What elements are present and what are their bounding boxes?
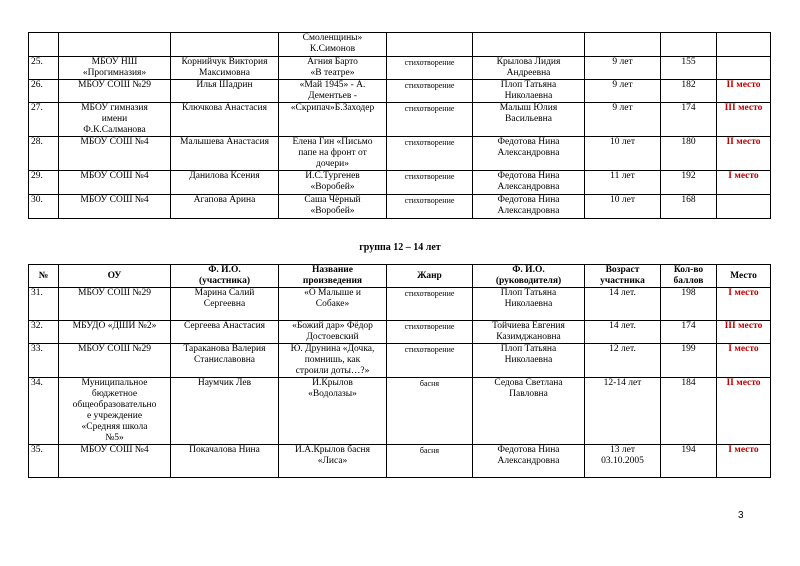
cell-teacher: Федотова Нина Александровна bbox=[473, 445, 585, 478]
cell-school: МБОУ гимназия имени Ф.К.Салманова bbox=[59, 103, 171, 137]
cell-score: 192 bbox=[661, 171, 717, 195]
cell-teacher: Тойчиева Евгения Казимджановна bbox=[473, 321, 585, 344]
cell-no: 27. bbox=[29, 103, 59, 137]
cell-work: Ю. Друнина «Дочка, помнишь, как строили доты…?» bbox=[279, 344, 387, 378]
cell-participant: Ключкова Анастасия bbox=[171, 103, 279, 137]
cell-genre: стихотворение bbox=[387, 80, 473, 103]
cell-place: II место bbox=[717, 137, 771, 171]
header-score: Кол-во баллов bbox=[661, 265, 717, 288]
header-participant: Ф. И.О. (участника) bbox=[171, 265, 279, 288]
cell-work: Агния Барто «В театре» bbox=[279, 57, 387, 80]
cell-teacher: Малыш Юлия Васильевна bbox=[473, 103, 585, 137]
table-row bbox=[29, 33, 771, 57]
cell-participant: Сергеева Анастасия bbox=[171, 321, 279, 344]
cell-no bbox=[29, 33, 59, 57]
cell-teacher: Плоп Татьяна Николаевна bbox=[473, 288, 585, 321]
cell-no: 31. bbox=[29, 288, 59, 321]
cell-score: 180 bbox=[661, 137, 717, 171]
cell-score: 182 bbox=[661, 80, 717, 103]
cell-school bbox=[59, 33, 171, 57]
cell-school: Муниципальное бюджетное общеобразовательно е учреждение «Средняя школа №5» bbox=[59, 378, 171, 445]
cell-genre: стихотворение bbox=[387, 103, 473, 137]
cell-teacher: Федотова Нина Александровна bbox=[473, 195, 585, 219]
cell-school: МБОУ СОШ №4 bbox=[59, 137, 171, 171]
cell-genre: стихотворение bbox=[387, 344, 473, 378]
cell-genre: басня bbox=[387, 445, 473, 478]
cell-age: 14 лет. bbox=[585, 321, 661, 344]
table-row bbox=[29, 378, 771, 445]
cell-work: И.Крылов «Водолазы» bbox=[279, 378, 387, 445]
cell-school: МБОУ СОШ №29 bbox=[59, 344, 171, 378]
cell-no: 30. bbox=[29, 195, 59, 219]
cell-age: 13 лет 03.10.2005 bbox=[585, 445, 661, 478]
header-work: Название произведения bbox=[279, 265, 387, 288]
cell-place: I место bbox=[717, 171, 771, 195]
cell-school: МБОУ СОШ №29 bbox=[59, 288, 171, 321]
cell-genre: стихотворение bbox=[387, 195, 473, 219]
participants-table-2 bbox=[28, 264, 771, 478]
header-no: № bbox=[29, 265, 59, 288]
cell-place bbox=[717, 57, 771, 80]
cell-no: 25. bbox=[29, 57, 59, 80]
cell-score: 184 bbox=[661, 378, 717, 445]
cell-age: 9 лет bbox=[585, 57, 661, 80]
cell-place: I место bbox=[717, 344, 771, 378]
cell-participant: Тараканова Валерия Станиславовна bbox=[171, 344, 279, 378]
cell-place bbox=[717, 195, 771, 219]
cell-work: И.А.Крылов басня «Лиса» bbox=[279, 445, 387, 478]
cell-place: II место bbox=[717, 80, 771, 103]
cell-teacher: Седова Светлана Павловна bbox=[473, 378, 585, 445]
cell-participant: Марина Салий Сергеевна bbox=[171, 288, 279, 321]
cell-score: 155 bbox=[661, 57, 717, 80]
header-genre: Жанр bbox=[387, 265, 473, 288]
cell-no: 34. bbox=[29, 378, 59, 445]
table-row bbox=[29, 445, 771, 478]
page-number: 3 bbox=[738, 510, 744, 521]
cell-school: МБУДО «ДШИ №2» bbox=[59, 321, 171, 344]
cell-work: И.С.Тургенев «Воробей» bbox=[279, 171, 387, 195]
participants-table-1 bbox=[28, 32, 771, 219]
table-row bbox=[29, 137, 771, 171]
cell-school: МБОУ СОШ №4 bbox=[59, 445, 171, 478]
cell-participant: Малышева Анастасия bbox=[171, 137, 279, 171]
cell-school: МБОУ СОШ №29 bbox=[59, 80, 171, 103]
cell-no: 35. bbox=[29, 445, 59, 478]
table-row bbox=[29, 80, 771, 103]
cell-genre: басня bbox=[387, 378, 473, 445]
header-age: Возраст участника bbox=[585, 265, 661, 288]
cell-work: Смоленщины» К.Симонов bbox=[279, 33, 387, 57]
cell-place: I место bbox=[717, 445, 771, 478]
cell-participant: Корнийчук Виктория Максимовна bbox=[171, 57, 279, 80]
cell-genre bbox=[387, 33, 473, 57]
cell-age: 10 лет bbox=[585, 195, 661, 219]
cell-no: 26. bbox=[29, 80, 59, 103]
cell-work: «О Малыше и Собаке» bbox=[279, 288, 387, 321]
cell-age: 12 лет. bbox=[585, 344, 661, 378]
cell-score: 174 bbox=[661, 321, 717, 344]
cell-score: 198 bbox=[661, 288, 717, 321]
cell-place bbox=[717, 33, 771, 57]
table-row bbox=[29, 171, 771, 195]
cell-teacher bbox=[473, 33, 585, 57]
cell-genre: стихотворение bbox=[387, 57, 473, 80]
table-row bbox=[29, 195, 771, 219]
cell-age bbox=[585, 33, 661, 57]
cell-age: 9 лет bbox=[585, 80, 661, 103]
table-row bbox=[29, 57, 771, 80]
header-school: ОУ bbox=[59, 265, 171, 288]
cell-score: 199 bbox=[661, 344, 717, 378]
cell-participant: Наумчик Лев bbox=[171, 378, 279, 445]
table-row bbox=[29, 288, 771, 321]
cell-school: МБОУ СОШ №4 bbox=[59, 195, 171, 219]
header-row bbox=[29, 265, 771, 288]
cell-teacher: Плоп Татьяна Николаевна bbox=[473, 344, 585, 378]
cell-age: 10 лет bbox=[585, 137, 661, 171]
cell-participant: Покачалова Нина bbox=[171, 445, 279, 478]
cell-participant: Илья Шадрин bbox=[171, 80, 279, 103]
cell-teacher: Плоп Татьяна Николаевна bbox=[473, 80, 585, 103]
header-teacher: Ф. И.О. (руководителя) bbox=[473, 265, 585, 288]
cell-place: II место bbox=[717, 378, 771, 445]
cell-age: 9 лет bbox=[585, 103, 661, 137]
cell-age: 14 лет. bbox=[585, 288, 661, 321]
cell-no: 32. bbox=[29, 321, 59, 344]
cell-genre: стихотворение bbox=[387, 137, 473, 171]
cell-participant: Данилова Ксения bbox=[171, 171, 279, 195]
cell-participant: Агапова Арина bbox=[171, 195, 279, 219]
cell-score: 194 bbox=[661, 445, 717, 478]
cell-work: «Май 1945» - А. Дементьев - bbox=[279, 80, 387, 103]
cell-no: 28. bbox=[29, 137, 59, 171]
cell-place: III место bbox=[717, 103, 771, 137]
cell-no: 33. bbox=[29, 344, 59, 378]
cell-work: Саша Чёрный «Воробей» bbox=[279, 195, 387, 219]
table-row bbox=[29, 321, 771, 344]
cell-school: МБОУ СОШ №4 bbox=[59, 171, 171, 195]
cell-work: «Скрипач»Б.Заходер bbox=[279, 103, 387, 137]
cell-school: МБОУ НШ «Прогимназия» bbox=[59, 57, 171, 80]
table-row bbox=[29, 103, 771, 137]
cell-work: «Божий дар» Фёдор Достоевский bbox=[279, 321, 387, 344]
cell-genre: стихотворение bbox=[387, 171, 473, 195]
cell-place: III место bbox=[717, 321, 771, 344]
cell-participant bbox=[171, 33, 279, 57]
cell-place: I место bbox=[717, 288, 771, 321]
cell-genre: стихотворение bbox=[387, 288, 473, 321]
cell-teacher: Федотова Нина Александровна bbox=[473, 137, 585, 171]
cell-score: 168 bbox=[661, 195, 717, 219]
cell-score bbox=[661, 33, 717, 57]
cell-no: 29. bbox=[29, 171, 59, 195]
cell-genre: стихотворение bbox=[387, 321, 473, 344]
table-row bbox=[29, 344, 771, 378]
cell-work: Елена Гин «Письмо папе на фронт от дочери» bbox=[279, 137, 387, 171]
header-place: Место bbox=[717, 265, 771, 288]
cell-teacher: Крылова Лидия Андреевна bbox=[473, 57, 585, 80]
cell-teacher: Федотова Нина Александровна bbox=[473, 171, 585, 195]
cell-age: 12-14 лет bbox=[585, 378, 661, 445]
group-title: группа 12 – 14 лет bbox=[359, 242, 441, 253]
cell-age: 11 лет bbox=[585, 171, 661, 195]
cell-score: 174 bbox=[661, 103, 717, 137]
